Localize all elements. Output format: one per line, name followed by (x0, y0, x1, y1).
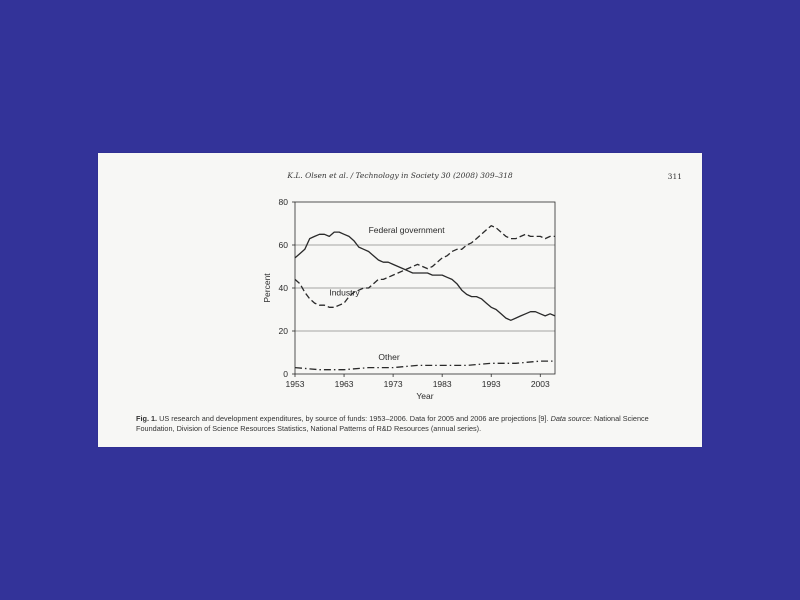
line-chart (98, 153, 702, 447)
page-number: 311 (667, 172, 682, 181)
x-axis-label: Year (416, 391, 434, 401)
y-tick-label: 80 (278, 197, 288, 207)
y-tick-label: 20 (278, 326, 288, 336)
series-line-2 (295, 361, 555, 370)
x-tick-label: 1953 (285, 379, 305, 389)
series-line-0 (295, 232, 555, 320)
caption-source-label: Data source (550, 414, 590, 423)
figure-caption (136, 414, 684, 433)
caption-text-2: : National Science Foundation, Division of Science Resources Statistics, National Patterns of R&D Resources (annual series). (136, 414, 649, 433)
document-page (98, 153, 702, 447)
x-tick-label: 2003 (530, 379, 550, 389)
x-tick-label: 1963 (334, 379, 354, 389)
y-tick-label: 40 (278, 283, 288, 293)
series-label-0: Federal government (368, 225, 445, 236)
series-label-2: Other (378, 352, 400, 363)
x-tick-label: 1973 (383, 379, 403, 389)
y-tick-label: 60 (278, 240, 288, 250)
caption-label: Fig. 1. (136, 414, 158, 423)
running-head: K.L. Olsen et al. / Technology in Society 30 (2008) 309–318 (287, 171, 513, 180)
caption-text-1: US research and development expenditures, by source of funds: 1953–2006. Data for 2005 and 2006 are projections [9]. (157, 414, 551, 423)
y-axis-label: Percent (262, 273, 272, 303)
y-tick-label: 0 (283, 369, 288, 379)
x-tick-label: 1993 (481, 379, 501, 389)
series-label-1: Industry (329, 287, 360, 298)
x-tick-label: 1983 (432, 379, 452, 389)
